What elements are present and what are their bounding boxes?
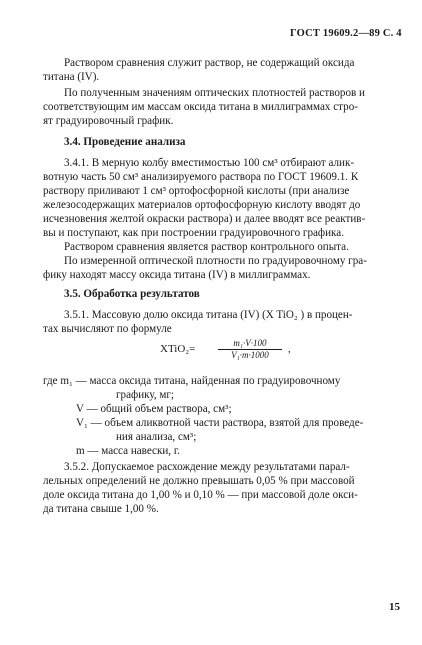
text-line: По измеренной оптической плотности по градуировочному гра-: [64, 255, 367, 267]
text-line: графику, мг;: [116, 389, 175, 401]
text-line: Раствором сравнения служит раствор, не содержащий оксида: [64, 57, 355, 69]
text-line: 3.4.1. В мерную колбу вместимостью 100 см³ отбирают алик-: [64, 157, 355, 169]
formula-lhs: XTiO₂=: [160, 343, 196, 355]
text-line: ния анализа, см³;: [116, 431, 197, 443]
text-line: фику находят массу оксида титана (IV) в миллиграммах.: [43, 269, 311, 281]
text-line: 3.5.1. Массовую долю оксида титана (IV) (X TiO₂ ) в процен-: [64, 309, 353, 321]
text-line: исчезновения желтой окраски раствора) и далее вводят все реактив-: [43, 213, 366, 225]
text-line: лельных определений не должно превышать 0,05 % при массовой: [43, 475, 355, 487]
formula-fraction: [218, 338, 282, 361]
section-heading-3-5: 3.5. Обработка результатов: [64, 288, 200, 300]
page-number: 15: [389, 601, 400, 613]
formula-denominator: V₁·m·1000: [231, 350, 269, 360]
text-line: m — масса навески, г.: [76, 445, 180, 457]
text-line: V — общий объем раствора, см³;: [76, 403, 232, 415]
text-line: тах вычисляют по формуле: [43, 323, 172, 335]
text-line: доле оксида титана до 1,00 % и 0,10 % — при массовой доле окси-: [43, 489, 358, 501]
text-line: где m₁ — масса оксида титана, найденная по градуировочному: [43, 375, 341, 387]
text-line: V₁ — объем аликвотной части раствора, взятой для проведе-: [76, 417, 364, 429]
text-line: соответствующим им массам оксида титана в миллиграммах стро-: [43, 101, 358, 113]
text-line: да титана свыше 1,00 %.: [43, 503, 159, 515]
section-heading-3-4: 3.4. Проведение анализа: [64, 136, 186, 148]
text-line: титана (IV).: [43, 71, 100, 83]
text-line: Раствором сравнения является раствор контрольного опыта.: [64, 241, 349, 253]
page-header: ГОСТ 19609.2—89 С. 4: [290, 28, 402, 39]
text-line: раствору приливают 1 см³ ортофосфорной кислоты (при анализе: [43, 185, 350, 197]
formula-comma: ,: [288, 343, 291, 355]
text-line: вы и поступают, как при построении градуировочного графика.: [43, 227, 344, 239]
text-line: 3.5.2. Допускаемое расхождение между результатами парал-: [64, 461, 350, 473]
text-line: вотную часть 50 см³ анализируемого раствора по ГОСТ 19609.1. К: [43, 171, 359, 183]
text-line: железосодержащих материалов ортофосфорную кислоту вводят до: [43, 199, 361, 211]
text-line: По полученным значениям оптических плотностей растворов и: [64, 87, 365, 99]
text-line: ят градуировочный график.: [43, 115, 174, 127]
formula-numerator: m₁·V·100: [233, 338, 267, 348]
